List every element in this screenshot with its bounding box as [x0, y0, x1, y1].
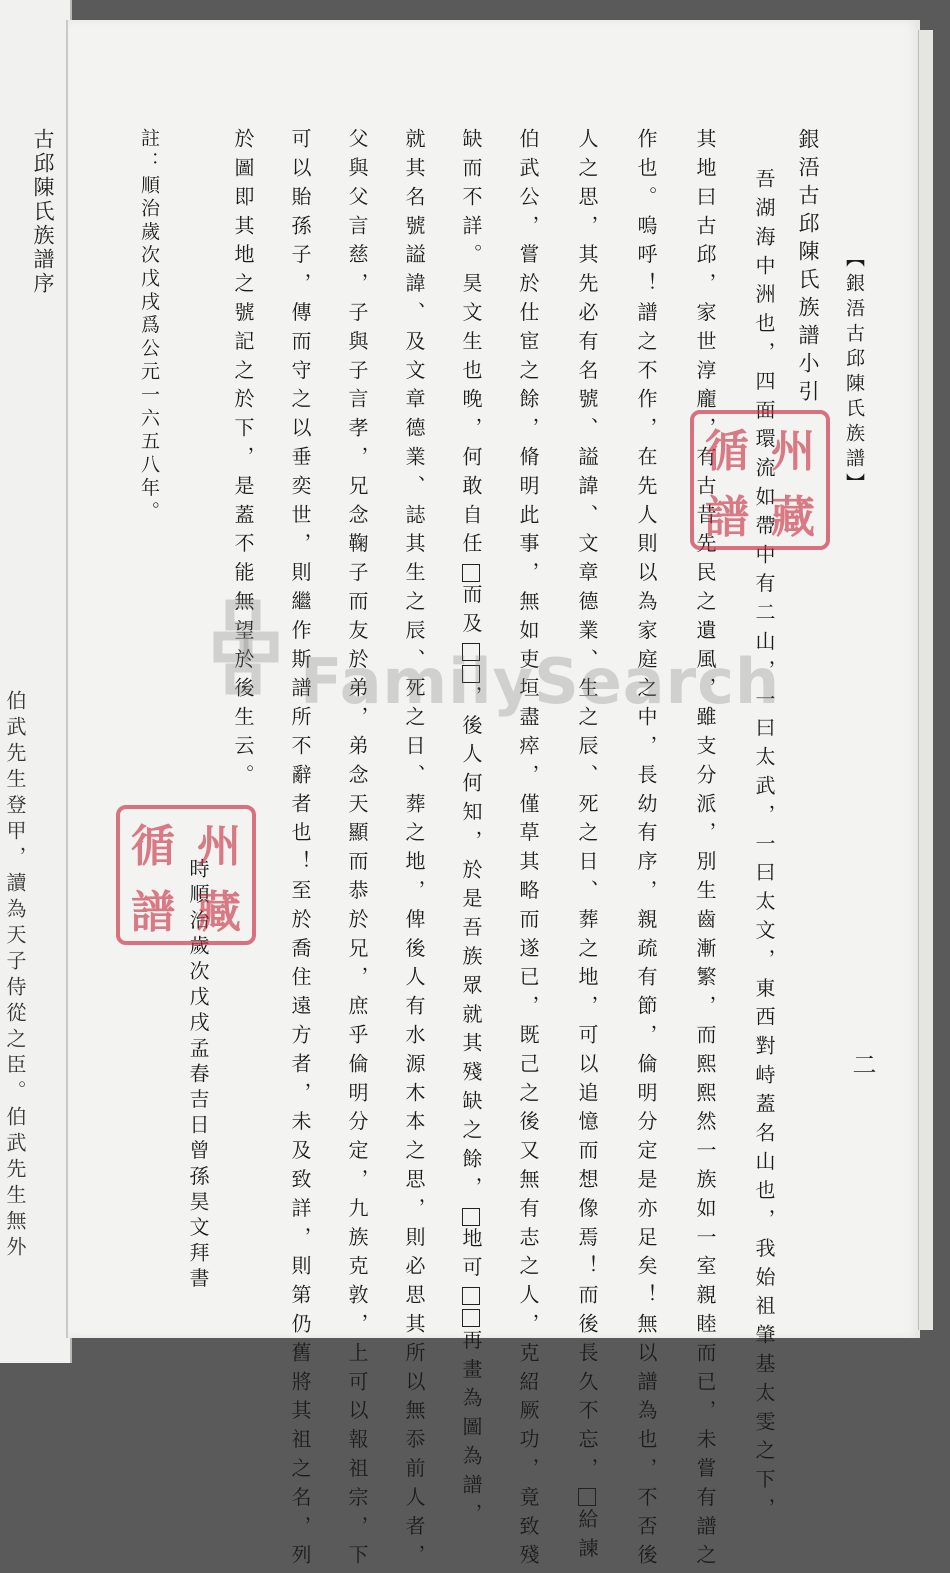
seal-char: 藏 — [771, 492, 815, 543]
seal-char: 循 — [131, 821, 175, 872]
body-column-6-part-4: 再畫為圖為譜， — [459, 1329, 483, 1532]
page-edge — [918, 30, 933, 1330]
seal-char: 循 — [705, 426, 749, 477]
left-page-partial-column: 伯武先生登甲，讀為天子侍從之臣。伯武先生無外 — [3, 690, 27, 1262]
body-column-7: 就其名號謚諱、及文章德業、誌其生之辰、死之日、葬之地，俾後人有水源木本之思，則必思其所以無忝前人者， — [402, 128, 426, 1573]
body-column-6-text: 缺而不詳。昊文生也晚，何敢自任 — [459, 128, 483, 562]
body-column-6-part-3: 地可 — [459, 1227, 483, 1286]
seal-char: 藏 — [197, 887, 241, 938]
left-page-title: 古邱陳氏族譜序 — [31, 128, 55, 296]
body-column-3: 作也。嗚呼！譜之不作，在先人則以為家庭之中，長幼有序，親疏有節，倫明分定是亦足矣！無以譜為也，不否後 — [634, 128, 658, 1573]
missing-char-box — [462, 1287, 480, 1305]
body-column-8: 父與父言慈，子與子言孝，兄念鞠子而友於弟，弟念天顯而恭於兄，庶乎倫明分定，九族克敦，上可以報祖宗，下 — [345, 128, 369, 1573]
footnote: 註：順治歲次戊戌爲公元一六五八年。 — [138, 128, 160, 525]
signature: 時順治歲次戊戌孟春吉日曾孫昊文拜書 — [186, 858, 210, 1294]
body-column-4-text: 人之思，其先必有名號、謚諱、文章德業、生之辰、死之日、葬之地，可以追憶而想像焉！而後長久不忘， — [575, 128, 599, 1487]
red-seal-stamp-upper — [690, 410, 830, 550]
body-column-4-tail: 給諫 — [575, 1508, 599, 1567]
missing-char-box — [462, 1208, 480, 1226]
body-column-6-part-2: ，後人何知，於是吾族眾就其殘缺之餘， — [459, 685, 483, 1206]
previous-page-strip — [0, 0, 72, 1363]
body-column-9: 可以貽孫子，傳而守之以垂奕世，則繼作斯譜所不辭者也！至於喬住遠方者，未及致詳，則第仍舊將其祖之名，列 — [288, 128, 312, 1573]
seal-char: 譜 — [705, 492, 749, 543]
missing-char-box — [578, 1488, 596, 1506]
red-seal-stamp-lower — [116, 805, 256, 945]
body-column-1: 吾湖海中洲也，四面環流如帶中有二山，一曰太武，一曰太文，東西對峙蓋名山也，我始祖肇基太雯之下， — [752, 168, 776, 1527]
body-column-10: 於圖即其地之號記之於下，是蓋不能無望於後生云。 — [231, 128, 255, 793]
seal-char: 州 — [771, 426, 815, 477]
book-header: 【銀浯古邱陳氏族譜】 — [843, 248, 865, 498]
familysearch-watermark: FamilySearch — [300, 645, 781, 718]
familysearch-logo-icon — [212, 598, 282, 708]
missing-char-box — [462, 1309, 480, 1327]
body-column-2: 其地曰古邱，家世淳龐，有古昔先民之遺風，雖支分派，別生齒漸繁，而熙熙然一族如一室親睦而已，未嘗有譜之 — [693, 128, 717, 1573]
body-column-6-part-1: 而及 — [459, 583, 483, 642]
page-number: 二 — [848, 1052, 876, 1085]
preface-title: 銀浯古邱陳氏族譜小引 — [796, 128, 820, 408]
body-column-6 — [459, 128, 483, 1532]
missing-char-box — [462, 564, 480, 582]
body-column-4 — [575, 128, 599, 1566]
seal-char: 譜 — [131, 887, 175, 938]
body-column-5: 伯武公，嘗於仕宦之餘，脩明此事，無如吏垣盡瘁，僅草其略而遂已，既己之後又無有志之人，克紹厥功，竟致殘 — [516, 128, 540, 1573]
seal-char: 州 — [197, 821, 241, 872]
